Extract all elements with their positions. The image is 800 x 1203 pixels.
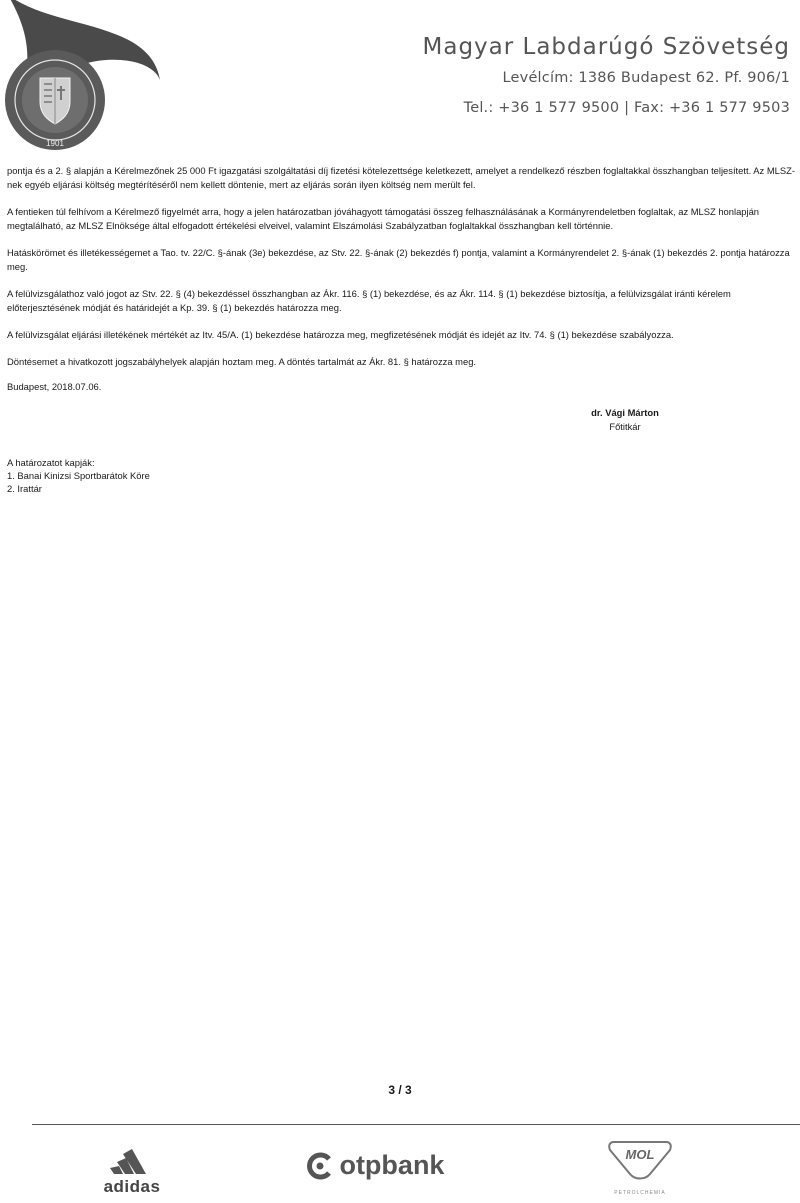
phone-fax: Tel.: +36 1 577 9500 | Fax: +36 1 577 9503 [463,100,790,116]
paragraph-review-right: A felülvizsgálathoz való jogot az Stv. 22. § (4) bekezdéssel összhangban az Ákr. 116. § (1) bekezdése, és az Ákr. 114. § (1) bekezdése biztosítja, a felülvizsgálat iránti kérelem előterjesztésének módját és határidejét a Kp. 39. § (1) bekezdés határozza meg. [7,288,731,313]
signer-name: dr. Vági Márton [591,407,659,418]
mol-subtitle: PETROLCHEMIA [614,1190,666,1196]
paragraph-legal-basis: Döntésemet a hivatkozott jogszabályhelyek alapján hoztam meg. A döntés tartalmát az Ákr. 81. § határozza meg. [7,356,477,367]
signer-title: Főtitkár [609,421,641,432]
adidas-sponsor-logo [100,1146,164,1197]
letterhead [0,0,800,160]
recipient-item: 2. Irattár [7,483,42,494]
footer-divider [32,1124,800,1125]
mol-sponsor-logo [595,1136,685,1196]
decision-body [7,164,797,382]
mol-drop-icon [600,1136,680,1184]
adidas-stripes-icon [110,1146,154,1174]
decision-date: Budapest, 2018.07.06. [7,381,102,392]
recipients-list [7,456,150,495]
paragraph-review-fee: A felülvizsgálat eljárási illetékének mértékét az Itv. 45/A. (1) bekezdése határozza meg, megfizetésének módját és idejét az Itv. 74. § (1) bekezdése szabályozza. [7,329,674,340]
otpbank-wordmark: otpbank [339,1150,445,1180]
paragraph-fees: pontja és a 2. § alapján a Kérelmezőnek 25 000 Ft igazgatási szolgáltatási díj fizetési kötelezettsége keletkezett, amelyet a rendelkező részben foglaltakkal összhangban teljesített. Az MLSZ-nek egyéb eljárási költség megtérítéséről nem kellett döntenie, mert az eljárás során ilyen költség nem merült fel. [7,165,795,190]
otpbank-sponsor-logo [305,1150,444,1181]
paragraph-competence: Hatáskörömet és illetékességemet a Tao. tv. 22/C. §-ának (3e) bekezdése, az Stv. 22. §-ának (2) bekezdés f) pontja, valamint a Kormányrendelet 2. §-ának (1) bekezdés 2. pontja határozza meg. [7,247,790,272]
mlsz-crest-logo [0,0,160,165]
adidas-wordmark: adidas [103,1177,161,1196]
recipient-item: 1. Banai Kinizsi Sportbarátok Köre [7,470,150,481]
otp-swirl-icon [305,1151,335,1181]
crest-year: 1901 [46,139,64,148]
paragraph-usage-notice: A fentieken túl felhívom a Kérelmező figyelmét arra, hogy a jelen határozatban jóváhagyott támogatási összeg felhasználásának a Kormányrendeletben foglaltak, az MLSZ honlapján megtalálható, az MLSZ Elnöksége által elfogadott értékelési elveivel, valamint Elszámolási Szabályzatban foglaltakkal összhangban kell történnie. [7,206,760,231]
page-number: 3 / 3 [388,1083,412,1097]
organization-name: Magyar Labdarúgó Szövetség [422,34,790,60]
recipients-heading: A határozatot kapják: [7,457,95,468]
signature-block [560,406,690,434]
mol-wordmark: MOL [625,1147,655,1162]
postal-address: Levélcím: 1386 Budapest 62. Pf. 906/1 [502,70,790,86]
